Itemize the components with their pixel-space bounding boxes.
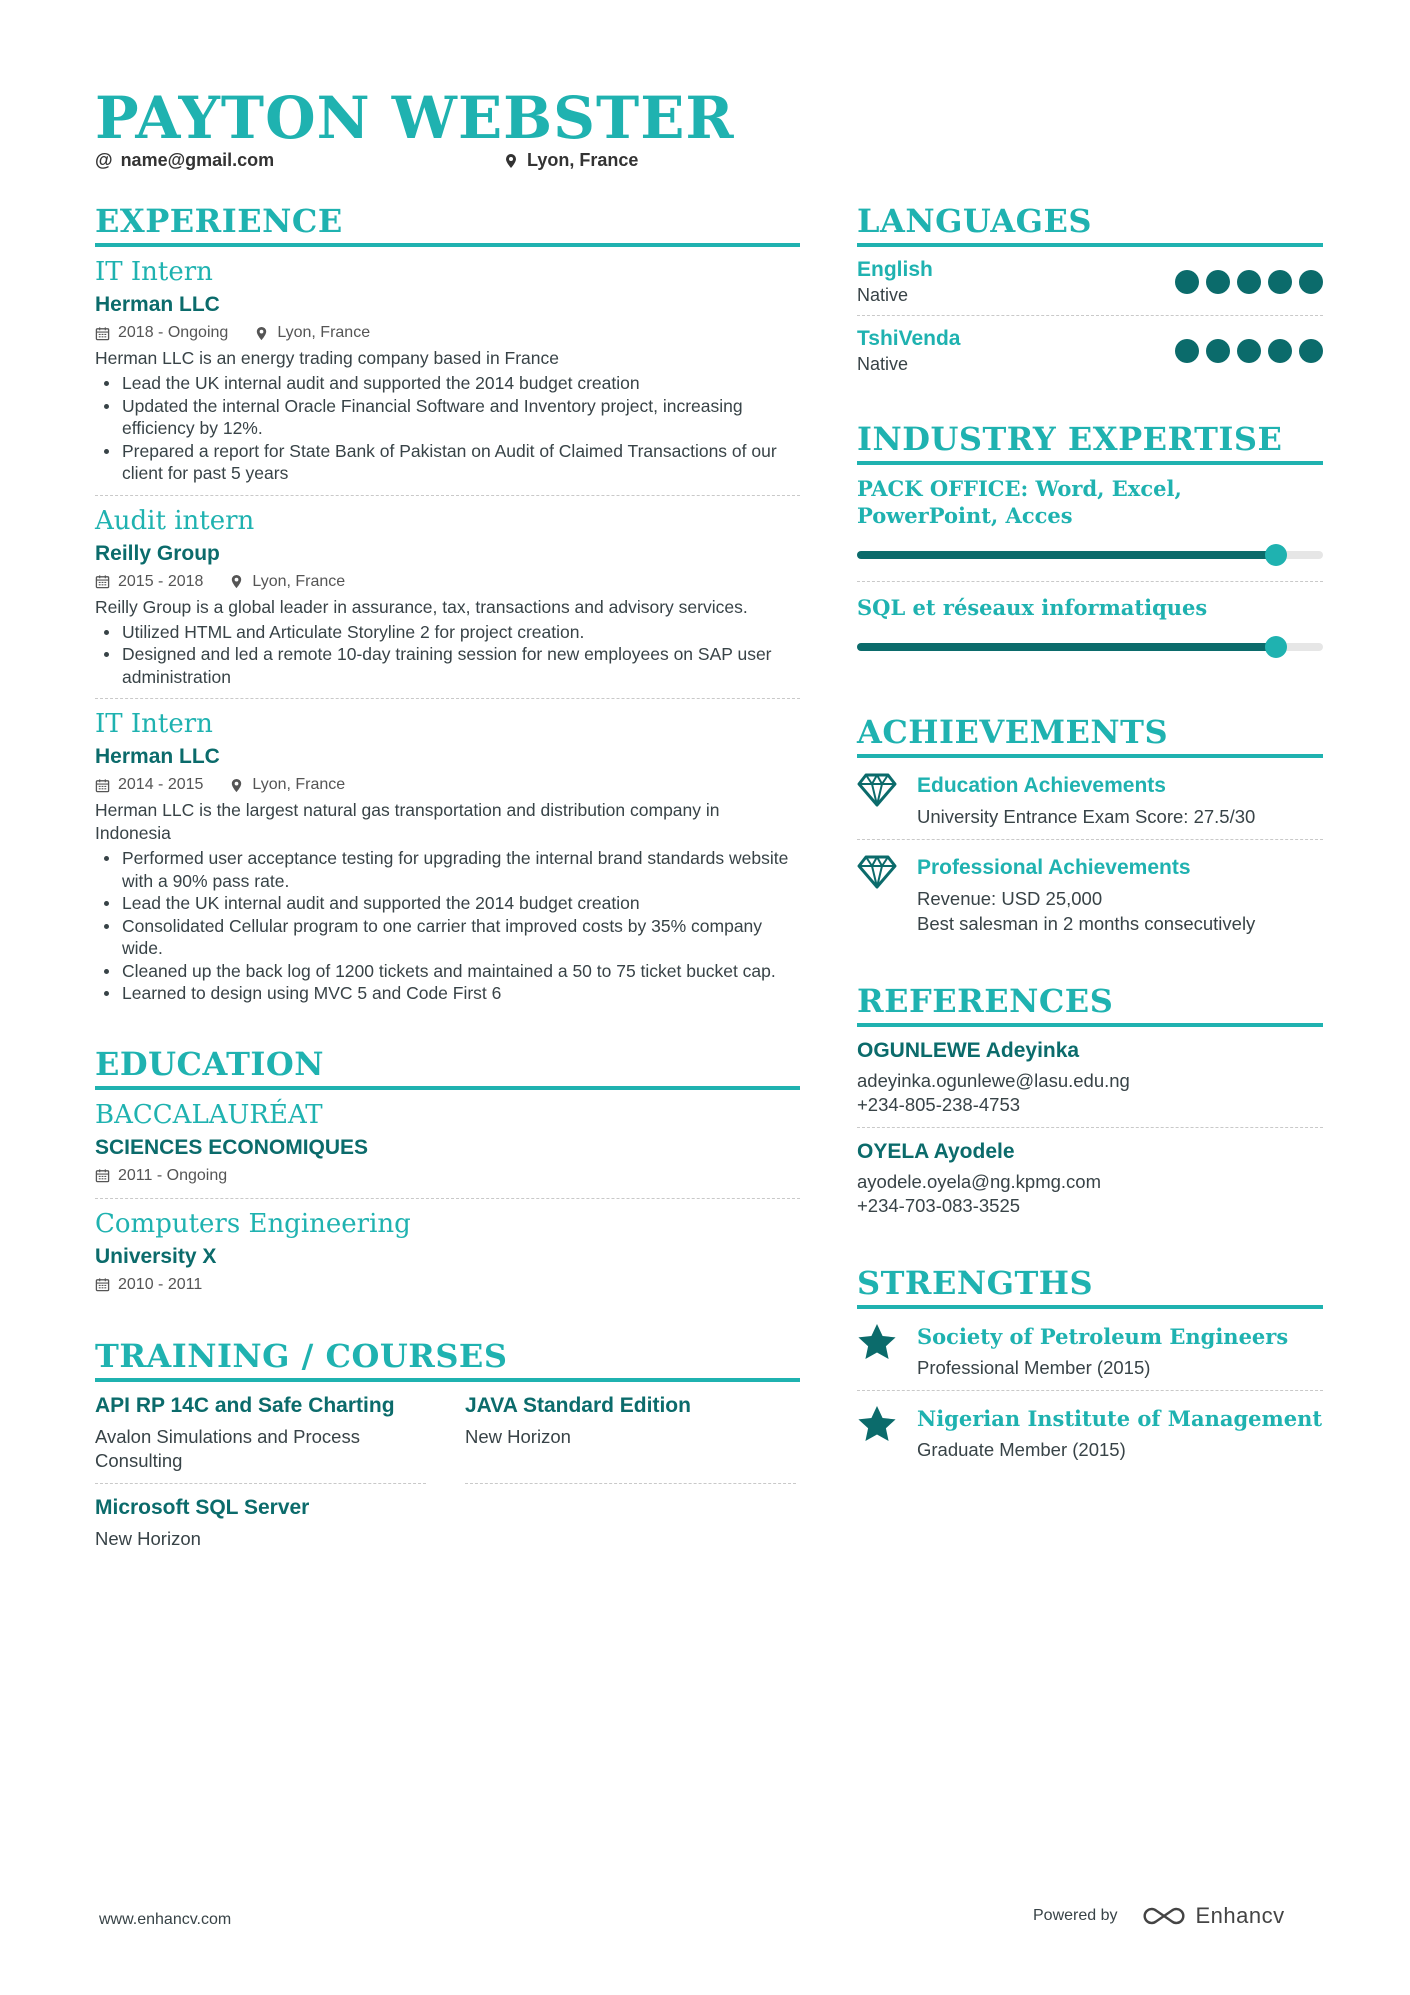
- contact-location: [503, 150, 638, 171]
- job-bullet: Lead the UK internal audit and supported the 2014 budget creation: [95, 892, 800, 915]
- reference-item: [857, 1027, 1323, 1128]
- course-org: Avalon Simulations and Process Consulting: [95, 1425, 360, 1471]
- strengths-heading: STRENGTHS: [857, 1262, 1323, 1309]
- job-description: Herman LLC is an energy trading company based in France: [95, 348, 559, 368]
- education-school: University X: [95, 1244, 217, 1268]
- job-meta: [95, 773, 800, 797]
- experience-entry: [95, 699, 800, 1005]
- job-description: Herman LLC is the largest natural gas transportation and distribution company in Indonesia: [95, 800, 720, 843]
- language-item: [857, 316, 1323, 384]
- expertise-bar-knob: [1265, 636, 1287, 658]
- experience-entry: [95, 247, 800, 496]
- language-name: TshiVenda: [857, 327, 961, 350]
- brand-name: Enhancv: [1195, 1903, 1285, 1928]
- star-icon: [857, 1405, 897, 1443]
- job-dates: 2018 - Ongoing: [118, 324, 229, 341]
- footer-website[interactable]: www.enhancv.com: [99, 1911, 232, 1928]
- calendar-icon: [95, 1277, 110, 1292]
- strength-desc: Professional Member (2015): [917, 1357, 1151, 1378]
- job-bullet: Prepared a report for State Bank of Pakistan on Audit of Claimed Transactions of our client for past 5 years: [95, 440, 800, 485]
- achievements-heading: ACHIEVEMENTS: [857, 711, 1323, 758]
- rating-dot: [1175, 270, 1199, 294]
- expertise-bar: [857, 551, 1323, 559]
- rating-dot: [1299, 270, 1323, 294]
- course-title: API RP 14C and Safe Charting: [95, 1393, 395, 1417]
- job-bullet: Cleaned up the back log of 1200 tickets and maintained a 50 to 75 ticket bucket cap.: [95, 960, 800, 983]
- at-icon: @: [95, 150, 113, 170]
- location-pin-icon: [229, 574, 244, 589]
- job-bullets: [95, 621, 800, 689]
- achievement-item: [857, 758, 1323, 840]
- left-column: [95, 200, 800, 1561]
- reference-name: OYELA Ayodele: [857, 1140, 1015, 1163]
- rating-dot: [1268, 270, 1292, 294]
- education-meta: [95, 1273, 800, 1297]
- job-bullets: [95, 372, 800, 485]
- course-title: Microsoft SQL Server: [95, 1495, 310, 1519]
- course-item: [465, 1382, 796, 1484]
- course-item: [95, 1382, 426, 1484]
- reference-item: [857, 1128, 1323, 1228]
- education-degree: BACCALAURÉAT: [95, 1099, 323, 1130]
- job-bullet: Learned to design using MVC 5 and Code First 6: [95, 982, 800, 1005]
- training-heading: TRAINING / COURSES: [95, 1335, 800, 1382]
- job-bullet: Lead the UK internal audit and supported the 2014 budget creation: [95, 372, 800, 395]
- footer-powered: [1033, 1903, 1285, 1929]
- location-text: Lyon, France: [527, 150, 639, 170]
- education-degree: Computers Engineering: [95, 1208, 411, 1239]
- job-bullet: Utilized HTML and Articulate Storyline 2 for project creation.: [95, 621, 800, 644]
- language-rating: [1175, 339, 1323, 363]
- education-entry: [95, 1090, 800, 1199]
- language-rating: [1175, 270, 1323, 294]
- candidate-name: PAYTON WEBSTER: [95, 84, 735, 152]
- education-dates: 2011 - Ongoing: [118, 1166, 228, 1184]
- education-entry: [95, 1199, 800, 1297]
- education-meta: [95, 1164, 800, 1188]
- calendar-icon: [95, 574, 110, 589]
- rating-dot: [1175, 339, 1199, 363]
- calendar-icon: [95, 778, 110, 793]
- job-dates: 2015 - 2018: [118, 572, 204, 590]
- reference-email: ayodele.oyela@ng.kpmg.com: [857, 1171, 1101, 1192]
- expertise-heading: INDUSTRY EXPERTISE: [857, 418, 1323, 465]
- strength-item: [857, 1309, 1323, 1391]
- languages-heading: LANGUAGES: [857, 200, 1323, 247]
- achievement-line: University Entrance Exam Score: 27.5/30: [917, 806, 1256, 827]
- expertise-item: [857, 465, 1323, 582]
- language-level: Native: [857, 285, 909, 305]
- job-description: Reilly Group is a global leader in assurance, tax, transactions and advisory services.: [95, 596, 748, 617]
- achievement-line: Best salesman in 2 months consecutively: [917, 913, 1256, 934]
- diamond-icon: [857, 854, 897, 890]
- strength-title: Society of Petroleum Engineers: [917, 1324, 1289, 1349]
- education-dates: 2010 - 2011: [118, 1275, 203, 1293]
- course-org: New Horizon: [465, 1425, 571, 1447]
- education-heading: EDUCATION: [95, 1043, 800, 1090]
- rating-dot: [1299, 339, 1323, 363]
- expertise-item: [857, 582, 1323, 661]
- calendar-icon: [95, 1168, 110, 1183]
- reference-name: OGUNLEWE Adeyinka: [857, 1039, 1080, 1062]
- email-text: name@gmail.com: [120, 150, 275, 170]
- rating-dot: [1268, 339, 1292, 363]
- achievement-item: [857, 840, 1323, 946]
- language-level: Native: [857, 354, 909, 374]
- job-role: IT Intern: [95, 257, 213, 287]
- language-item: [857, 247, 1323, 316]
- job-bullets: [95, 847, 800, 1005]
- powered-by-label: Powered by: [1033, 1907, 1118, 1924]
- job-role: Audit intern: [95, 505, 255, 536]
- achievement-title: Education Achievements: [917, 774, 1166, 797]
- course-org: New Horizon: [95, 1527, 201, 1549]
- job-role: IT Intern: [95, 709, 213, 739]
- job-location: Lyon, France: [277, 324, 371, 341]
- training-grid: [95, 1382, 800, 1561]
- experience-entry: [95, 496, 800, 700]
- job-location: Lyon, France: [252, 776, 346, 793]
- job-bullet: Consolidated Cellular program to one carrier that improved costs by 35% company wide.: [95, 915, 800, 960]
- strength-item: [857, 1391, 1323, 1472]
- calendar-icon: [95, 326, 110, 341]
- expertise-bar: [857, 643, 1323, 651]
- reference-phone: +234-703-083-3525: [857, 1195, 1021, 1216]
- contact-email: [95, 150, 274, 171]
- location-pin-icon: [503, 153, 519, 169]
- right-column: [857, 200, 1323, 1472]
- job-company: Reilly Group: [95, 541, 220, 565]
- job-bullet: Designed and led a remote 10-day training session for new employees on SAP user administration: [95, 643, 800, 688]
- expertise-name: PACK OFFICE: Word, Excel, PowerPoint, Acces: [857, 476, 1182, 528]
- location-pin-icon: [229, 778, 244, 793]
- experience-heading: EXPERIENCE: [95, 200, 800, 247]
- education-school: SCIENCES ECONOMIQUES: [95, 1135, 369, 1159]
- diamond-icon: [857, 772, 897, 808]
- expertise-bar-fill: [857, 643, 1276, 651]
- references-heading: REFERENCES: [857, 980, 1323, 1027]
- job-company: Herman LLC: [95, 293, 220, 316]
- location-pin-icon: [254, 326, 269, 341]
- enhancv-logo-icon: [1142, 1905, 1188, 1927]
- achievement-title: Professional Achievements: [917, 856, 1191, 879]
- expertise-bar-fill: [857, 551, 1276, 559]
- rating-dot: [1237, 339, 1261, 363]
- job-meta: [95, 570, 800, 594]
- enhancv-logo[interactable]: [1142, 1903, 1285, 1929]
- job-meta: [95, 321, 800, 345]
- reference-email: adeyinka.ogunlewe@lasu.edu.ng: [857, 1070, 1130, 1091]
- job-location: Lyon, France: [252, 572, 346, 590]
- expertise-name: SQL et réseaux informatiques: [857, 595, 1208, 620]
- strength-title: Nigerian Institute of Management: [917, 1406, 1323, 1431]
- job-dates: 2014 - 2015: [118, 776, 204, 793]
- strength-desc: Graduate Member (2015): [917, 1439, 1126, 1460]
- job-company: Herman LLC: [95, 745, 220, 768]
- course-item: [95, 1484, 426, 1561]
- rating-dot: [1206, 270, 1230, 294]
- rating-dot: [1206, 339, 1230, 363]
- rating-dot: [1237, 270, 1261, 294]
- job-bullet: Updated the internal Oracle Financial Software and Inventory project, increasing efficiency by 12%.: [95, 395, 800, 440]
- expertise-bar-knob: [1265, 544, 1287, 566]
- star-icon: [857, 1323, 897, 1361]
- language-name: English: [857, 258, 933, 281]
- course-title: JAVA Standard Edition: [465, 1393, 691, 1417]
- achievement-line: Revenue: USD 25,000: [917, 888, 1103, 909]
- job-bullet: Performed user acceptance testing for upgrading the internal brand standards website with a 90% pass rate.: [95, 847, 800, 892]
- reference-phone: +234-805-238-4753: [857, 1094, 1021, 1115]
